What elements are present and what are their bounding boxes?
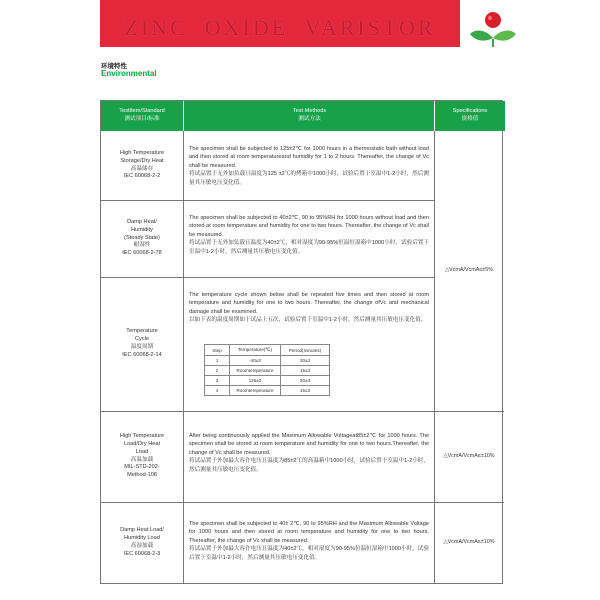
banner-title: ZINC OXIDE VARISTOR <box>124 15 436 40</box>
header-test-methods-cn: 测试方法 <box>298 116 321 122</box>
cycle-row <box>205 356 330 366</box>
header-test-item-cn: 测试项目/标准 <box>124 116 160 122</box>
standard-line: Load/Dry Heat <box>123 440 161 447</box>
standard-line: Humidity Load <box>124 535 160 542</box>
header-specifications-cn: 规格值 <box>461 116 479 122</box>
flower-leaves-logo-icon <box>468 8 518 48</box>
row-5-method <box>189 520 429 562</box>
standard-line: Load <box>135 448 149 455</box>
cycle-row <box>205 386 330 396</box>
row-2-method <box>189 214 429 256</box>
row-4-method <box>189 432 429 474</box>
title-banner <box>100 0 460 47</box>
row-2-standard <box>101 200 183 277</box>
standard-line: Cycle <box>135 336 149 343</box>
standard-line: IEC 60068-2-3 <box>123 550 161 557</box>
standard-line: High Temperature <box>119 432 165 439</box>
header-specifications <box>434 101 505 131</box>
cycle-temperature: 125±2 <box>230 376 281 386</box>
spec-row-5 <box>434 502 504 584</box>
method-en: After being continuously applied the Maximum Allowable Voltageat85±2℃ for 1000 hours. The specimen shall be stored at room temperature and humidity for one to two hours.Thereafter, the change of Vc shall be measured. <box>189 433 429 456</box>
cycle-header-period: Period(minutes) <box>281 345 330 356</box>
spec-rows-1-3 <box>434 131 504 411</box>
standard-line: 高温储存 <box>130 165 154 172</box>
standard-line: Damp Heat Load/ <box>120 527 164 534</box>
standard-line: Damp Heat/ <box>127 218 157 225</box>
header-test-item <box>101 101 183 131</box>
standard-line: 高湿加载 <box>130 543 154 549</box>
standard-line: Humidity <box>131 226 153 233</box>
cycle-header-temperature: Temperature(℃) <box>230 345 281 356</box>
standard-line: (Steady State) <box>124 234 160 241</box>
cycle-period: 30±3 <box>281 376 330 386</box>
cycle-temperature: Roomtemperature <box>230 366 281 376</box>
column-divider <box>183 131 184 583</box>
standard-line: IEC 60068-2-78 <box>122 250 162 257</box>
cycle-row <box>205 376 330 386</box>
standard-line: High Temperature <box>119 149 165 156</box>
standard-line: IEC 60068-2-2 <box>123 173 161 180</box>
method-cn: 将试品置于无外加负载且温度为40±2℃，相对湿度为90-95%恒温恒湿箱中1000小时，试验后置于室温中1-2小时，然后测量其压敏电压变化值。 <box>189 240 429 255</box>
environmental-test-table <box>100 100 503 584</box>
standard-line: MIL-STD-202- <box>124 464 160 471</box>
row-3-standard <box>101 277 183 411</box>
standard-line: Method-108 <box>127 472 157 479</box>
cycle-row <box>205 366 330 376</box>
header-specifications-en: Specifications <box>452 108 488 115</box>
row-4-standard <box>101 411 183 502</box>
spec-row-4 <box>434 411 504 502</box>
cycle-header-step: Step <box>205 345 230 356</box>
header-test-methods-en: Test Methods <box>292 108 327 115</box>
method-en: The temperature cycle shown below shall be repeated five times and then stored at room temperature and humidity for one to two hours. Thereafter, the change ofVc and mechanical damage shall be examined. <box>189 292 429 315</box>
standard-line: 耐湿性 <box>133 242 151 249</box>
row-5-standard <box>101 502 183 584</box>
cycle-step: 3 <box>205 376 230 386</box>
method-en: The specimen shall be subjected to 40± 2℃, 90 to 95%RH and the Maximum Allowable Voltage for 1000 hours and then stored at room temperature and humidity for one to two hours. Thereafter, the change of Vc shall be measured. <box>189 521 429 544</box>
cycle-temperature: -40±3 <box>230 356 281 366</box>
standard-line: IEC 60068-2-14 <box>122 351 162 358</box>
cycle-header-row <box>205 345 330 356</box>
cycle-step: 1 <box>205 356 230 366</box>
header-test-item-en: TestItem/Standard <box>119 108 165 115</box>
method-cn: 以如下表的温度周期如于试品上五次，试验后置于室温中1-2小时，然后测量其压敏电压变化值。 <box>189 317 427 324</box>
cycle-step: 4 <box>205 386 230 396</box>
cycle-period: 15±3 <box>281 386 330 396</box>
cycle-temperature: Roomtemperature <box>230 386 281 396</box>
standard-line: Storage/Dry Heat <box>120 157 164 164</box>
standard-line: 高温加载 <box>130 456 154 463</box>
section-title-en: Environmental <box>101 69 157 78</box>
standard-line: Temperature <box>126 328 158 335</box>
method-cn: 将试品置于无外加负载且温度为125 ±2℃的烤箱中1000小时，试验后置于室温中1-2小时，然后测量其压敏电压变化值。 <box>189 171 429 186</box>
row-1-standard <box>101 131 183 200</box>
standard-line: 温度周期 <box>130 344 154 350</box>
row-3-method <box>189 291 429 325</box>
header-test-methods <box>183 101 435 131</box>
cycle-period: 30±3 <box>281 356 330 366</box>
cycle-step: 2 <box>205 366 230 376</box>
row-1-method <box>189 145 429 187</box>
spec-value: △VcmA/VcmA≤±5% <box>444 267 494 274</box>
spec-value: △VcmA/VcmA≤±10% <box>443 539 495 546</box>
method-en: The specimen shall be subjected to 40±2℃, 90 to 95%RH for 1000 hours without load and then stored at room temperature and humidity for one to two hours. Thereafter, the change of Vc shall be measured. <box>189 215 429 238</box>
spec-value: △VcmA/VcmA≤±10% <box>443 452 495 459</box>
temperature-cycle-table <box>204 344 330 396</box>
method-en: The specimen shall be subjected to 125±2℃ for 1000 hours in a thermostatic bath without load and then stored at room temperatureand humidity for 1 to 2 hours. Thereafter, the change of Vc shall be measured. <box>189 146 429 169</box>
method-cn: 将试品置于外加最大容许电压且温度为85±2℃的高温箱中1000小时，试验后置于室温中1-2小时，然后测量其压敏电压变化值。 <box>189 458 429 473</box>
section-title-cn: 环境特性 <box>101 63 127 70</box>
cycle-period: 15±3 <box>281 366 330 376</box>
method-cn: 将试品置于外加最大容许电压且温度为40±2℃，相对湿度为90-95%恒温恒湿箱中1000小时，试验后置于室温中1-2小时，然后测量其压敏电压变化值。 <box>189 546 429 561</box>
